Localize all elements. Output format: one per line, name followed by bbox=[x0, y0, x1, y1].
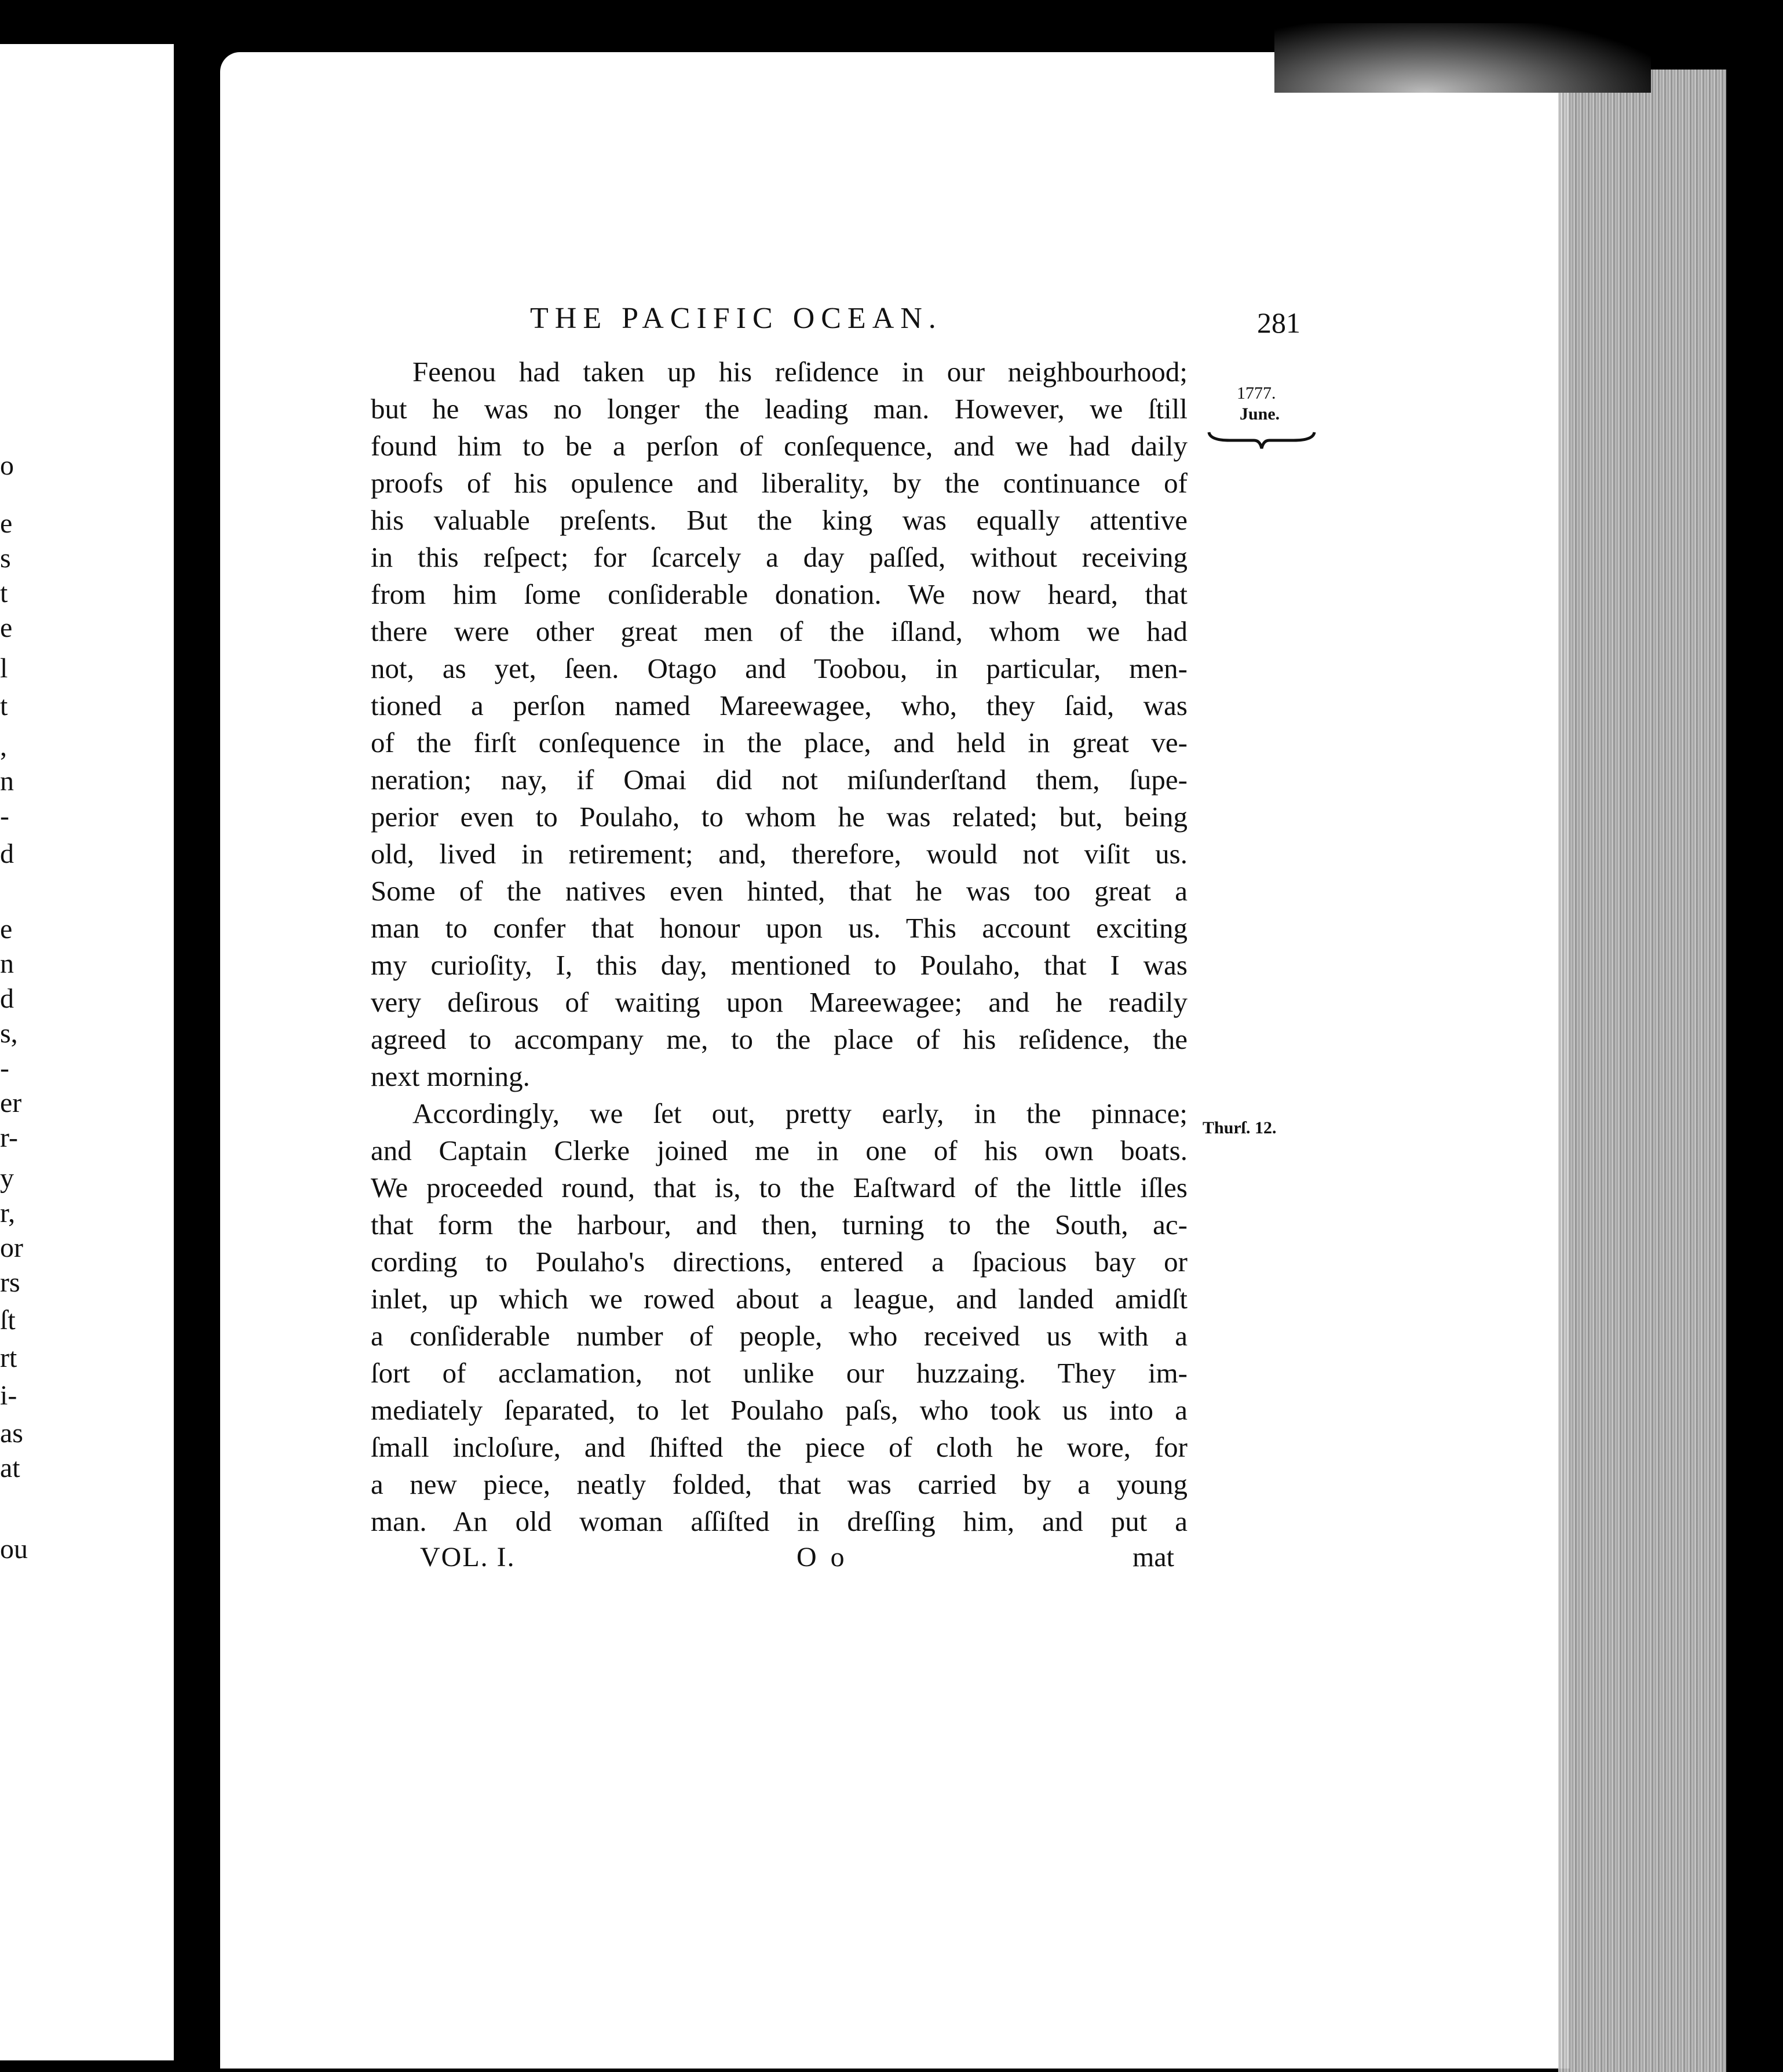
facing-page-fragment: y bbox=[0, 1163, 14, 1194]
text-line: found him to be a perſon of conſequence, and we had daily bbox=[371, 430, 1188, 462]
text-line: old, lived in retirement; and, therefore, would not viſit us. bbox=[371, 838, 1188, 870]
text-line: ſmall incloſure, and ſhifted the piece of cloth he wore, for bbox=[371, 1431, 1188, 1463]
text-line: inlet, up which we rowed about a league, and landed amidſt bbox=[371, 1283, 1188, 1315]
text-line: very deſirous of waiting upon Mareewagee; and he readily bbox=[371, 986, 1188, 1018]
facing-page-fragment: l bbox=[0, 653, 8, 684]
text-line: his valuable preſents. But the king was equally attentive bbox=[371, 504, 1188, 536]
facing-page-fragment: s bbox=[0, 543, 11, 574]
text-line: not, as yet, ſeen. Otago and Toobou, in particular, men- bbox=[371, 652, 1188, 684]
facing-page-fragment: o bbox=[0, 450, 14, 481]
text-line: Accordingly, we ſet out, pretty early, in the pinnace; bbox=[412, 1097, 1188, 1129]
facing-page-fragment: r, bbox=[0, 1198, 16, 1228]
facing-page-fragment: e bbox=[0, 612, 13, 643]
text-line: perior even to Poulaho, to whom he was related; but, being bbox=[371, 801, 1188, 833]
volume-signature: VOL. I. bbox=[420, 1542, 516, 1573]
facing-page-fragment: r- bbox=[0, 1122, 19, 1153]
text-line: tioned a perſon named Mareewagee, who, they ſaid, was bbox=[371, 690, 1188, 721]
text-line: man. An old woman aſſiſted in dreſſing him, and put a bbox=[371, 1505, 1188, 1537]
facing-page-fragment: as bbox=[0, 1418, 23, 1449]
text-line: in this reſpect; for ſcarcely a day paſſed, without receiving bbox=[371, 541, 1188, 573]
text-line: neration; nay, if Omai did not miſunderſtand them, ſupe- bbox=[371, 764, 1188, 796]
facing-page-fragment: rs bbox=[0, 1267, 20, 1298]
text-line: agreed to accompany me, to the place of his reſidence, the bbox=[371, 1023, 1188, 1055]
facing-page-fragment: s, bbox=[0, 1018, 18, 1049]
facing-page-fragment: rt bbox=[0, 1343, 17, 1373]
facing-page-fragment: or bbox=[0, 1232, 23, 1263]
text-line: Some of the natives even hinted, that he was too great a bbox=[371, 875, 1188, 907]
facing-page-fragment: n bbox=[0, 766, 14, 797]
facing-page-fragment: at bbox=[0, 1453, 20, 1483]
facing-page-fragment: d bbox=[0, 983, 14, 1014]
facing-page-fragment: ſt bbox=[0, 1305, 16, 1336]
facing-page-fragment: n bbox=[0, 949, 14, 979]
facing-page-fragment: t bbox=[0, 578, 8, 608]
body-text bbox=[371, 353, 1188, 1540]
text-line: of the firſt conſequence in the place, and held in great ve- bbox=[371, 727, 1188, 758]
facing-page-fragment: t bbox=[0, 691, 8, 721]
text-line: a conſiderable number of people, who received us with a bbox=[371, 1320, 1188, 1352]
marginal-month: June. bbox=[1240, 404, 1280, 424]
text-line: next morning. bbox=[371, 1060, 530, 1092]
facing-page-fragment: e bbox=[0, 914, 13, 944]
text-line: and Captain Clerke joined me in one of his own boats. bbox=[371, 1135, 1188, 1166]
page-corner-shadow bbox=[1274, 23, 1651, 93]
text-line: but he was no longer the leading man. However, we ſtill bbox=[371, 393, 1188, 425]
text-line: from him ſome conſiderable donation. We now heard, that bbox=[371, 578, 1188, 610]
text-line: cording to Poulaho's directions, entered a ſpacious bay or bbox=[371, 1246, 1188, 1278]
printer-signature-mark: O o bbox=[796, 1542, 848, 1573]
text-line: a new piece, neatly folded, that was carried by a young bbox=[371, 1468, 1188, 1500]
text-line: We proceeded round, that is, to the Eaſtward of the little iſles bbox=[371, 1172, 1188, 1203]
text-line: man to confer that honour upon us. This account exciting bbox=[371, 912, 1188, 944]
facing-page-fragment: - bbox=[0, 801, 9, 831]
text-line: Feenou had taken up his reſidence in our neighbourhood; bbox=[412, 356, 1188, 388]
facing-page-fragment: e bbox=[0, 508, 13, 539]
facing-page-fragment: i- bbox=[0, 1380, 17, 1411]
facing-page-fragment: d bbox=[0, 838, 14, 869]
text-line: ſort of acclamation, not unlike our huzzaing. They im- bbox=[371, 1357, 1188, 1389]
running-title: THE PACIFIC OCEAN. bbox=[530, 302, 942, 335]
page-number: 281 bbox=[1257, 307, 1300, 339]
facing-page-fragment: , bbox=[0, 731, 7, 762]
marginal-date-note: Thurſ. 12. bbox=[1203, 1118, 1277, 1137]
facing-page-fragment: ou bbox=[0, 1534, 28, 1564]
book-gutter bbox=[174, 58, 220, 2072]
facing-page-fragment: er bbox=[0, 1088, 22, 1118]
curly-brace-icon bbox=[1207, 429, 1317, 452]
text-line: proofs of his opulence and liberality, by the continuance of bbox=[371, 467, 1188, 499]
text-line: my curioſity, I, this day, mentioned to Poulaho, that I was bbox=[371, 949, 1188, 981]
text-line: mediately ſeparated, to let Poulaho paſs, who took us into a bbox=[371, 1394, 1188, 1426]
catchword: mat bbox=[1132, 1542, 1174, 1573]
page-stack-edges bbox=[1558, 70, 1726, 2072]
facing-page-edge bbox=[0, 44, 174, 2060]
text-line: that form the harbour, and then, turning to the South, ac- bbox=[371, 1209, 1188, 1241]
marginal-year: 1777. bbox=[1237, 384, 1276, 403]
facing-page-fragment: - bbox=[0, 1053, 9, 1084]
text-line: there were other great men of the iſland, whom we had bbox=[371, 615, 1188, 647]
